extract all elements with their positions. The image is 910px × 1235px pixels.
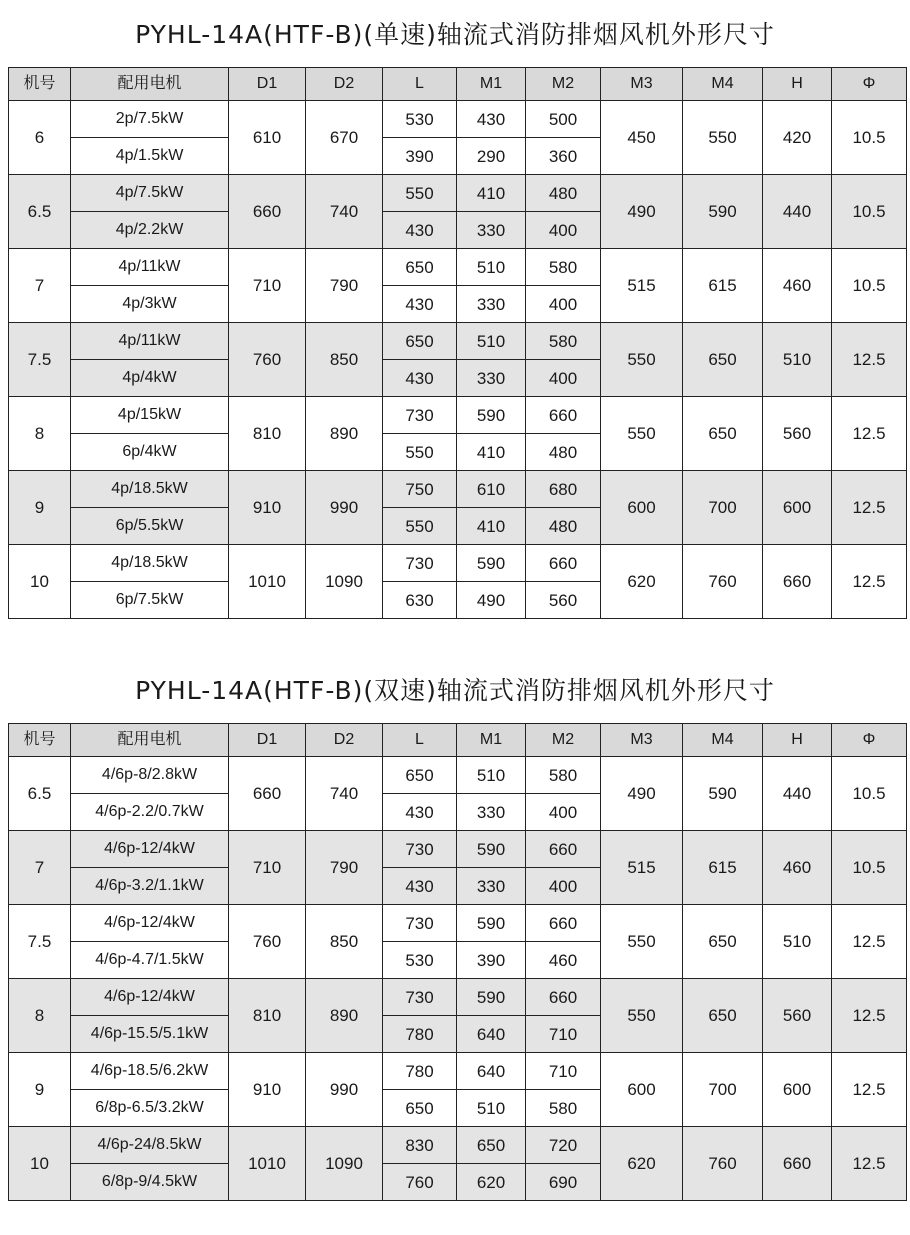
cell-m2: 660 [526,397,601,434]
cell-m1: 330 [457,212,526,249]
fan-model-group [9,979,907,1053]
cell-m1: 640 [457,1053,526,1090]
cell-model-no: 7 [9,831,71,905]
fan-model-group [9,1053,907,1127]
cell-m4: 700 [683,471,763,545]
cell-m2: 480 [526,434,601,471]
table-title-dual-speed: PYHL-14A(HTF-B)(双速)轴流式消防排烟风机外形尺寸 [135,676,775,705]
cell-d1: 1010 [229,1127,306,1201]
cell-l: 760 [383,1164,457,1201]
cell-m1: 510 [457,323,526,360]
fan-model-group [9,471,907,545]
cell-m2: 500 [526,101,601,138]
cell-l: 390 [383,138,457,175]
cell-m3: 550 [601,979,683,1053]
cell-m1: 330 [457,868,526,905]
cell-d2: 740 [306,175,383,249]
cell-motor: 4/6p-2.2/0.7kW [71,794,229,831]
cell-m1: 510 [457,1090,526,1127]
cell-m1: 650 [457,1127,526,1164]
cell-m2: 710 [526,1016,601,1053]
header-m2: M2 [526,68,601,101]
cell-m2: 680 [526,471,601,508]
header-d1: D1 [229,68,306,101]
cell-l: 650 [383,323,457,360]
cell-m2: 400 [526,794,601,831]
cell-h: 560 [763,397,832,471]
cell-m2: 690 [526,1164,601,1201]
cell-l: 550 [383,175,457,212]
cell-m1: 290 [457,138,526,175]
cell-l: 550 [383,434,457,471]
fan-model-group [9,175,907,249]
cell-d2: 890 [306,979,383,1053]
cell-d1: 710 [229,249,306,323]
cell-m3: 450 [601,101,683,175]
cell-m1: 390 [457,942,526,979]
table-header-row [9,68,907,101]
header-phi: Φ [832,724,907,757]
cell-h: 420 [763,101,832,175]
cell-l: 730 [383,397,457,434]
cell-d1: 810 [229,979,306,1053]
cell-m2: 480 [526,508,601,545]
cell-m4: 590 [683,175,763,249]
cell-l: 730 [383,831,457,868]
cell-l: 430 [383,794,457,831]
table-row [9,101,907,138]
cell-model-no: 8 [9,397,71,471]
header-motor: 配用电机 [71,724,229,757]
header-d2: D2 [306,724,383,757]
cell-model-no: 7 [9,249,71,323]
cell-phi: 12.5 [832,323,907,397]
cell-m4: 700 [683,1053,763,1127]
cell-m2: 460 [526,942,601,979]
cell-h: 560 [763,979,832,1053]
cell-h: 660 [763,545,832,619]
table-row [9,471,907,508]
header-motor: 配用电机 [71,68,229,101]
cell-d1: 1010 [229,545,306,619]
cell-m2: 660 [526,905,601,942]
cell-model-no: 9 [9,471,71,545]
cell-h: 660 [763,1127,832,1201]
dimension-table-dual-speed [8,723,907,1201]
cell-phi: 12.5 [832,905,907,979]
cell-motor: 4p/2.2kW [71,212,229,249]
cell-d2: 850 [306,323,383,397]
fan-model-group [9,397,907,471]
cell-h: 600 [763,471,832,545]
cell-m2: 400 [526,360,601,397]
cell-l: 750 [383,471,457,508]
cell-m2: 660 [526,831,601,868]
cell-phi: 10.5 [832,175,907,249]
cell-m1: 430 [457,101,526,138]
cell-m2: 400 [526,212,601,249]
cell-m1: 330 [457,286,526,323]
cell-motor: 4p/15kW [71,397,229,434]
cell-model-no: 6.5 [9,175,71,249]
cell-d2: 990 [306,1053,383,1127]
cell-m2: 720 [526,1127,601,1164]
cell-motor: 4/6p-18.5/6.2kW [71,1053,229,1090]
cell-m2: 580 [526,757,601,794]
cell-phi: 10.5 [832,757,907,831]
header-h: H [763,68,832,101]
cell-m3: 620 [601,545,683,619]
cell-h: 510 [763,905,832,979]
dimension-table-single-speed [8,67,907,619]
cell-motor: 4p/11kW [71,323,229,360]
header-m2: M2 [526,724,601,757]
cell-model-no: 10 [9,1127,71,1201]
header-h: H [763,724,832,757]
cell-m3: 490 [601,175,683,249]
fan-model-group [9,757,907,831]
cell-phi: 12.5 [832,1127,907,1201]
header-d1: D1 [229,724,306,757]
cell-h: 440 [763,175,832,249]
cell-l: 630 [383,582,457,619]
cell-m4: 650 [683,905,763,979]
cell-phi: 10.5 [832,101,907,175]
cell-l: 780 [383,1016,457,1053]
cell-m4: 615 [683,249,763,323]
cell-model-no: 10 [9,545,71,619]
cell-h: 510 [763,323,832,397]
cell-phi: 10.5 [832,831,907,905]
cell-m2: 480 [526,175,601,212]
cell-m2: 580 [526,323,601,360]
cell-d1: 660 [229,175,306,249]
header-phi: Φ [832,68,907,101]
cell-m4: 550 [683,101,763,175]
table-row [9,831,907,868]
cell-l: 650 [383,757,457,794]
cell-m1: 490 [457,582,526,619]
cell-d2: 790 [306,831,383,905]
table-row [9,905,907,942]
cell-d1: 910 [229,471,306,545]
cell-l: 430 [383,212,457,249]
cell-d2: 850 [306,905,383,979]
cell-m2: 400 [526,868,601,905]
cell-model-no: 8 [9,979,71,1053]
table-row [9,545,907,582]
cell-l: 730 [383,905,457,942]
cell-m4: 650 [683,979,763,1053]
cell-m3: 620 [601,1127,683,1201]
cell-l: 730 [383,545,457,582]
cell-m4: 650 [683,397,763,471]
fan-model-group [9,1127,907,1201]
cell-h: 440 [763,757,832,831]
cell-d2: 1090 [306,545,383,619]
cell-motor: 4/6p-12/4kW [71,831,229,868]
cell-motor: 4/6p-12/4kW [71,905,229,942]
fan-model-group [9,831,907,905]
table-row [9,1127,907,1164]
table-row [9,323,907,360]
cell-m1: 590 [457,979,526,1016]
fan-model-group [9,905,907,979]
cell-m4: 760 [683,1127,763,1201]
cell-m1: 330 [457,360,526,397]
cell-m1: 640 [457,1016,526,1053]
cell-l: 530 [383,101,457,138]
cell-m1: 410 [457,434,526,471]
cell-l: 430 [383,286,457,323]
cell-m2: 400 [526,286,601,323]
cell-m1: 510 [457,757,526,794]
table-row [9,1053,907,1090]
table-header-row [9,724,907,757]
cell-d2: 740 [306,757,383,831]
cell-motor: 4p/11kW [71,249,229,286]
cell-l: 650 [383,1090,457,1127]
cell-h: 460 [763,831,832,905]
cell-d1: 610 [229,101,306,175]
cell-l: 730 [383,979,457,1016]
cell-m3: 550 [601,323,683,397]
cell-l: 550 [383,508,457,545]
cell-motor: 4p/1.5kW [71,138,229,175]
cell-m2: 580 [526,249,601,286]
cell-m2: 710 [526,1053,601,1090]
cell-motor: 4p/18.5kW [71,545,229,582]
cell-d1: 760 [229,905,306,979]
table-row [9,249,907,286]
cell-phi: 12.5 [832,471,907,545]
header-d2: D2 [306,68,383,101]
cell-m2: 580 [526,1090,601,1127]
cell-motor: 4p/3kW [71,286,229,323]
cell-l: 780 [383,1053,457,1090]
fan-model-group [9,249,907,323]
cell-m4: 615 [683,831,763,905]
cell-d2: 790 [306,249,383,323]
cell-d1: 810 [229,397,306,471]
cell-phi: 12.5 [832,397,907,471]
cell-motor: 6p/4kW [71,434,229,471]
header-l: L [383,724,457,757]
header-m1: M1 [457,724,526,757]
cell-motor: 4p/7.5kW [71,175,229,212]
cell-m1: 610 [457,471,526,508]
cell-model-no: 9 [9,1053,71,1127]
cell-m1: 620 [457,1164,526,1201]
cell-m1: 410 [457,175,526,212]
table-row [9,175,907,212]
fan-model-group [9,545,907,619]
cell-motor: 4p/4kW [71,360,229,397]
table-row [9,757,907,794]
cell-d1: 760 [229,323,306,397]
cell-d2: 670 [306,101,383,175]
cell-d2: 890 [306,397,383,471]
cell-m2: 660 [526,979,601,1016]
header-m3: M3 [601,68,683,101]
cell-m3: 515 [601,831,683,905]
cell-m4: 760 [683,545,763,619]
header-m4: M4 [683,68,763,101]
cell-d2: 990 [306,471,383,545]
cell-m1: 330 [457,794,526,831]
table-row [9,979,907,1016]
header-no: 机号 [9,724,71,757]
cell-phi: 12.5 [832,979,907,1053]
cell-m4: 650 [683,323,763,397]
cell-motor: 4/6p-12/4kW [71,979,229,1016]
cell-motor: 6/8p-9/4.5kW [71,1164,229,1201]
cell-phi: 12.5 [832,545,907,619]
cell-m1: 410 [457,508,526,545]
cell-m4: 590 [683,757,763,831]
cell-model-no: 7.5 [9,323,71,397]
header-l: L [383,68,457,101]
cell-m3: 490 [601,757,683,831]
cell-motor: 6p/7.5kW [71,582,229,619]
cell-m2: 560 [526,582,601,619]
cell-m1: 510 [457,249,526,286]
cell-h: 460 [763,249,832,323]
cell-motor: 4p/18.5kW [71,471,229,508]
cell-l: 830 [383,1127,457,1164]
cell-model-no: 6.5 [9,757,71,831]
table-row [9,397,907,434]
cell-motor: 4/6p-3.2/1.1kW [71,868,229,905]
cell-motor: 4/6p-4.7/1.5kW [71,942,229,979]
fan-model-group [9,101,907,175]
cell-m3: 550 [601,397,683,471]
cell-m1: 590 [457,545,526,582]
fan-model-group [9,323,907,397]
cell-motor: 4/6p-15.5/5.1kW [71,1016,229,1053]
cell-m1: 590 [457,905,526,942]
cell-model-no: 7.5 [9,905,71,979]
cell-motor: 4/6p-24/8.5kW [71,1127,229,1164]
cell-motor: 4/6p-8/2.8kW [71,757,229,794]
cell-d1: 660 [229,757,306,831]
cell-phi: 10.5 [832,249,907,323]
cell-l: 650 [383,249,457,286]
cell-motor: 6/8p-6.5/3.2kW [71,1090,229,1127]
cell-l: 530 [383,942,457,979]
cell-m1: 590 [457,831,526,868]
cell-d1: 710 [229,831,306,905]
cell-m3: 600 [601,1053,683,1127]
header-m4: M4 [683,724,763,757]
cell-l: 430 [383,868,457,905]
cell-d2: 1090 [306,1127,383,1201]
cell-h: 600 [763,1053,832,1127]
cell-m1: 590 [457,397,526,434]
cell-motor: 2p/7.5kW [71,101,229,138]
header-m3: M3 [601,724,683,757]
cell-phi: 12.5 [832,1053,907,1127]
header-m1: M1 [457,68,526,101]
table-title-single-speed: PYHL-14A(HTF-B)(单速)轴流式消防排烟风机外形尺寸 [135,20,775,49]
cell-l: 430 [383,360,457,397]
cell-model-no: 6 [9,101,71,175]
cell-m2: 660 [526,545,601,582]
cell-m3: 600 [601,471,683,545]
cell-d1: 910 [229,1053,306,1127]
cell-m2: 360 [526,138,601,175]
header-no: 机号 [9,68,71,101]
cell-m3: 550 [601,905,683,979]
cell-motor: 6p/5.5kW [71,508,229,545]
cell-m3: 515 [601,249,683,323]
